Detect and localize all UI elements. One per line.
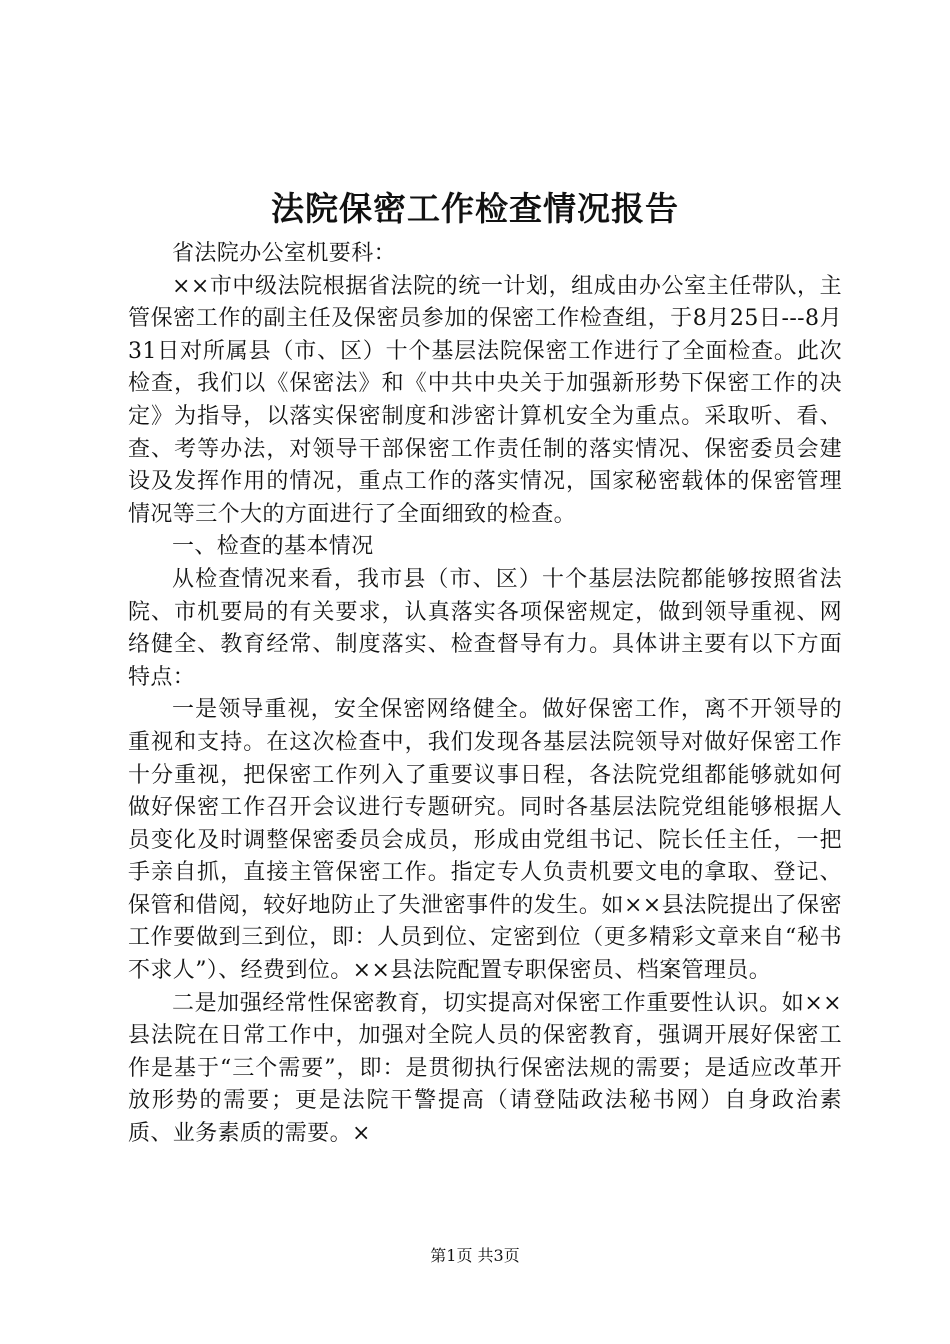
page-number: 第1页 共3页 [430, 1246, 520, 1265]
document-body [128, 238, 842, 1151]
paragraph-point-one: 一是领导重视，安全保密网络健全。做好保密工作，离不开领导的重视和支持。在这次检查中，我们发现各基层法院领导对做好保密工作十分重视，把保密工作列入了重要议事日程，各法院党组都能够就如何做好保密工作召开会议进行专题研究。同时各基层法院党组能够根据人员变化及时调整保密委员会成员，形成由党组书记、院长任主任，一把手亲自抓，直接主管保密工作。指定专人负责机要文电的拿取、登记、保管和借阅，较好地防止了失泄密事件的发生。如××县法院提出了保密工作要做到三到位，即：人员到位、定密到位（更多精彩文章来自“秘书不求人”）、经费到位。××县法院配置专职保密员、档案管理员。 [128, 697, 842, 984]
paragraph-overview: 从检查情况来看，我市县（市、区）十个基层法院都能够按照省法院、市机要局的有关要求，认真落实各项保密规定，做到领导重视、网络健全、教育经常、制度落实、检查督导有力。具体讲主要有以下方面特点： [128, 566, 842, 690]
paragraph-intro: ××市中级法院根据省法院的统一计划，组成由办公室主任带队，主管保密工作的副主任及保密员参加的保密工作检查组，于8月25日---8月31日对所属县（市、区）十个基层法院保密工作进行了全面检查。此次检查，我们以《保密法》和《中共中央关于加强新形势下保密工作的决定》为指导，以落实保密制度和涉密计算机安全为重点。采取听、看、查、考等办法，对领导干部保密工作责任制的落实情况、保密委员会建设及发挥作用的情况，重点工作的落实情况，国家秘密载体的保密管理情况等三个大的方面进行了全面细致的检查。 [128, 273, 842, 527]
salutation: 省法院办公室机要科： [172, 241, 397, 266]
section-heading: 一、检查的基本情况 [172, 534, 374, 560]
paragraph-point-two: 二是加强经常性保密教育，切实提高对保密工作重要性认识。如××县法院在日常工作中，加强对全院人员的保密教育，强调开展好保密工作是基于“三个需要”，即：是贯彻执行保密法规的需要；是适应改革开放形势的需要；更是法院干警提高（请登陆政法秘书网）自身政治素质、业务素质的需要。× [128, 990, 842, 1147]
document-title: 法院保密工作检查情况报告 [271, 189, 679, 228]
